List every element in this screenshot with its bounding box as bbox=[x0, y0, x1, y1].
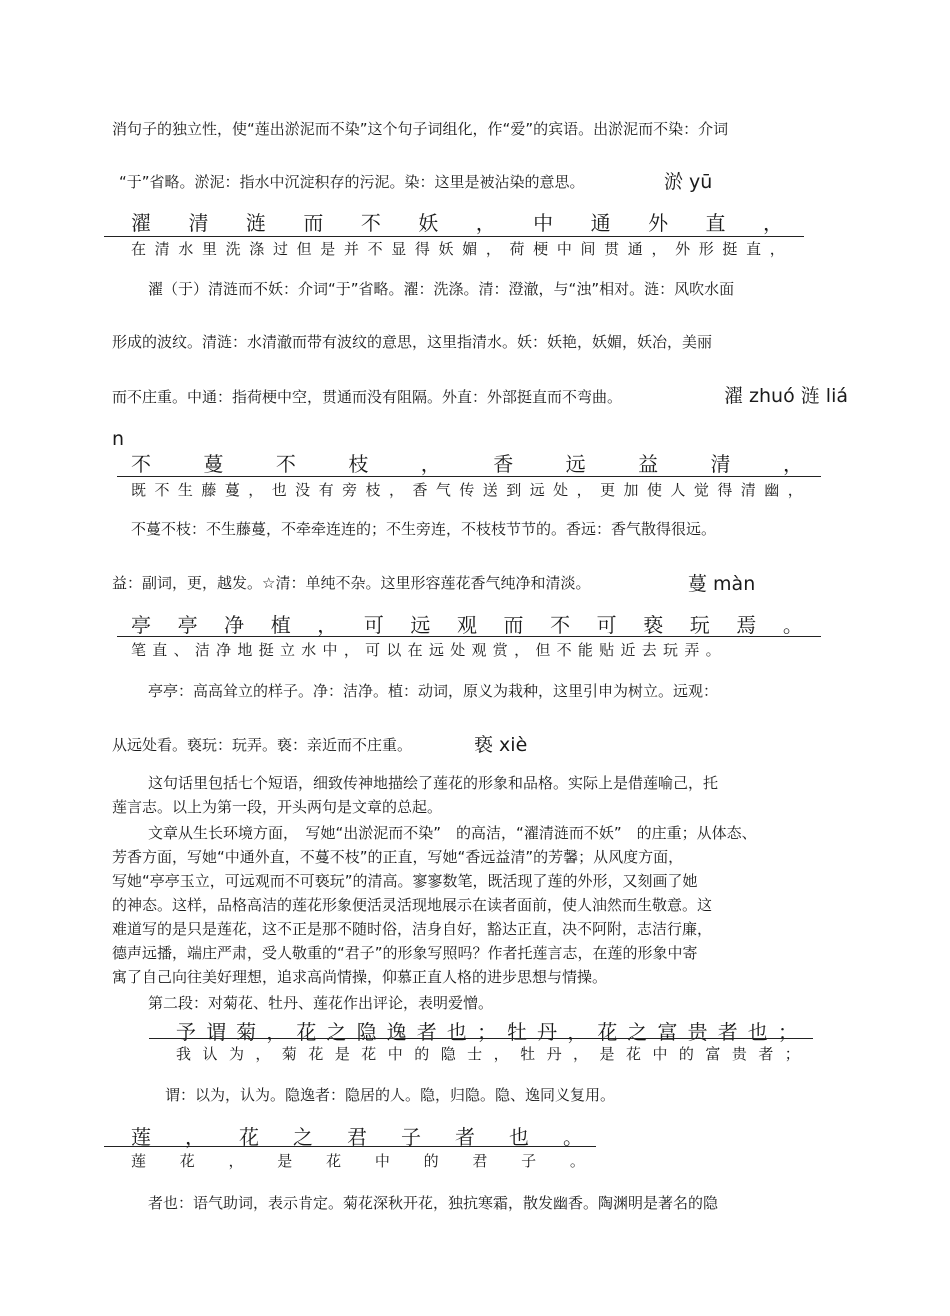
original-text-line bbox=[131, 210, 783, 236]
text-character: 去 bbox=[641, 641, 657, 659]
text-character: 花 bbox=[296, 1020, 317, 1044]
text-character: 得 bbox=[414, 240, 430, 258]
note-line: 濯（于）清涟而不妖：介词“于”省略。濯：洗涤。清：澄澈，与“浊”相对。涟：风吹水面 bbox=[148, 280, 735, 298]
text-character: 而 bbox=[303, 211, 324, 235]
text-character: ， bbox=[485, 240, 501, 258]
text-character: 幽 bbox=[764, 481, 780, 499]
text-character: 之 bbox=[326, 1020, 347, 1044]
text-character: 蔓 bbox=[224, 481, 240, 499]
text-character: 媚 bbox=[462, 240, 478, 258]
text-character: ， bbox=[343, 641, 359, 659]
text-character: 是 bbox=[320, 240, 336, 258]
text-character: 不 bbox=[367, 240, 383, 258]
text-character: 隐 bbox=[440, 1045, 456, 1063]
text-character: 枝 bbox=[365, 481, 381, 499]
text-character: 洁 bbox=[194, 641, 210, 659]
text-character: ， bbox=[266, 1020, 287, 1044]
translation-line bbox=[131, 480, 803, 500]
text-character: 直 bbox=[746, 240, 762, 258]
text-character: 有 bbox=[318, 481, 334, 499]
text-character: 通 bbox=[590, 211, 611, 235]
text-character: 加 bbox=[623, 481, 639, 499]
note-line: 从远处看。亵玩：玩弄。亵：亲近而不庄重。 bbox=[112, 736, 413, 754]
text-character: 者 bbox=[717, 1020, 738, 1044]
translation-line bbox=[131, 1151, 585, 1171]
text-character: 远 bbox=[428, 641, 444, 659]
text-character: 的 bbox=[414, 1045, 430, 1063]
text-character: 枝 bbox=[348, 452, 369, 476]
paragraph-line: 写她“亭亭玉立，可远观而不可亵玩”的清高。寥寥数笔，既活现了莲的外形，又刻画了她 bbox=[112, 872, 698, 890]
text-character: 可 bbox=[365, 641, 381, 659]
text-character: 花 bbox=[326, 1152, 342, 1170]
pinyin-annotation: 淤 yū bbox=[664, 171, 713, 193]
text-character: 贵 bbox=[687, 1020, 708, 1044]
text-character: 的 bbox=[678, 1045, 694, 1063]
text-character: 赏 bbox=[492, 641, 508, 659]
text-character: 外 bbox=[648, 211, 669, 235]
text-character: 间 bbox=[580, 240, 596, 258]
paragraph-line: 难道写的是只是莲花，这不正是那不随时俗，洁身自好，豁达正直，决不阿附，志洁行廉， bbox=[112, 920, 713, 938]
original-text-line bbox=[131, 451, 803, 477]
text-character: 得 bbox=[717, 481, 733, 499]
text-character: ， bbox=[317, 613, 338, 637]
text-character: ， bbox=[576, 481, 592, 499]
text-character: 送 bbox=[482, 481, 498, 499]
text-character: 人 bbox=[670, 481, 686, 499]
text-character: 亭 bbox=[177, 613, 198, 637]
text-character: 者 bbox=[758, 1045, 774, 1063]
text-character: 焉 bbox=[736, 613, 757, 637]
text-character: 子 bbox=[521, 1152, 537, 1170]
text-character: 可 bbox=[596, 613, 617, 637]
text-character: 之 bbox=[293, 1125, 313, 1149]
text-character: 莲 bbox=[131, 1125, 151, 1149]
text-character: 地 bbox=[237, 641, 253, 659]
text-character: 观 bbox=[456, 613, 477, 637]
paragraph-line: 芳香方面，写她“中通外直，不蔓不枝”的正直，写她“香远益清”的芳馨；从风度方面， bbox=[112, 848, 684, 866]
text-character: 弄 bbox=[684, 641, 700, 659]
text-character: 远 bbox=[529, 481, 545, 499]
text-character: 牡 bbox=[520, 1045, 536, 1063]
text-character: 挺 bbox=[722, 240, 738, 258]
pinyin-annotation: 蔓 màn bbox=[688, 573, 756, 595]
text-character: 花 bbox=[597, 1020, 618, 1044]
underline-divider bbox=[117, 476, 821, 477]
pinyin-annotation: n bbox=[112, 428, 125, 450]
text-character: 菊 bbox=[236, 1020, 257, 1044]
note-line: “于”省略。淤泥：指水中沉淀积存的污泥。染：这里是被沾染的意思。 bbox=[119, 173, 585, 191]
text-character: ， bbox=[782, 452, 803, 476]
text-character: 不 bbox=[556, 641, 572, 659]
text-character: ； bbox=[476, 1020, 497, 1044]
text-character: 逸 bbox=[386, 1020, 407, 1044]
text-character: 既 bbox=[131, 481, 147, 499]
text-character: 更 bbox=[600, 481, 616, 499]
underline-divider bbox=[149, 1038, 813, 1039]
text-character: 中 bbox=[556, 240, 572, 258]
underline-divider bbox=[104, 1146, 596, 1147]
paragraph-line: 的神态。这样，品格高洁的莲花形象便活灵活现地展示在读者面前，使人油然而生敬意。这 bbox=[112, 896, 713, 914]
note-line: 益：副词，更，越发。☆清：单纯不杂。这里形容莲花香气纯净和清淡。 bbox=[112, 574, 591, 592]
text-character: 贯 bbox=[604, 240, 620, 258]
text-character: 处 bbox=[450, 641, 466, 659]
text-character: 为 bbox=[228, 1045, 244, 1063]
text-character: 香 bbox=[412, 481, 428, 499]
text-character: 士 bbox=[467, 1045, 483, 1063]
text-character: 清 bbox=[154, 240, 170, 258]
text-character: ； bbox=[784, 1045, 800, 1063]
text-character: 者 bbox=[455, 1125, 475, 1149]
text-character: 君 bbox=[347, 1125, 367, 1149]
underline-divider bbox=[117, 636, 821, 637]
text-character: 贴 bbox=[599, 641, 615, 659]
text-character: 也 bbox=[446, 1020, 467, 1044]
text-character: 荷 bbox=[509, 240, 525, 258]
text-character: 观 bbox=[471, 641, 487, 659]
text-character: 妖 bbox=[438, 240, 454, 258]
text-character: 使 bbox=[646, 481, 662, 499]
text-character: 到 bbox=[506, 481, 522, 499]
note-line: 者也：语气助词，表示肯定。菊花深秋开花，独抗寒霜，散发幽香。陶渊明是著名的隐 bbox=[148, 1194, 719, 1212]
text-character: 中 bbox=[533, 211, 554, 235]
text-character: ， bbox=[255, 1045, 271, 1063]
paragraph-line: 德声远播，端庄严肃，受人敬重的“君子”的形象写照吗？作者托莲言志，在莲的形象中寄 bbox=[112, 944, 698, 962]
text-character: 是 bbox=[599, 1045, 615, 1063]
text-character: ， bbox=[769, 240, 785, 258]
text-character: 立 bbox=[279, 641, 295, 659]
text-character: 涤 bbox=[249, 240, 265, 258]
translation-line bbox=[176, 1044, 800, 1064]
text-character: 气 bbox=[435, 481, 451, 499]
text-character: ， bbox=[475, 211, 496, 235]
text-character: 处 bbox=[553, 481, 569, 499]
text-character: 在 bbox=[407, 641, 423, 659]
text-character: ， bbox=[493, 1045, 509, 1063]
text-character: 牡 bbox=[507, 1020, 528, 1044]
note-line: 而不庄重。中通：指荷梗中空，贯通而没有阻隔。外直：外部挺直而不弯曲。 bbox=[112, 388, 623, 406]
text-character: 者 bbox=[416, 1020, 437, 1044]
text-character: 认 bbox=[202, 1045, 218, 1063]
pinyin-annotation: 濯 zhuó 涟 liá bbox=[724, 385, 849, 407]
text-character: 。 bbox=[563, 1125, 583, 1149]
note-line: 形成的波纹。清涟：水清澈而带有波纹的意思，这里指清水。妖：妖艳，妖媚，妖冶，美丽 bbox=[112, 333, 713, 351]
note-line: 消句子的独立性，使“莲出淤泥而不染”这个句子词组化，作“爱”的宾语。出淤泥而不染：介词 bbox=[112, 120, 729, 138]
text-character: 也 bbox=[747, 1020, 768, 1044]
text-character: 菊 bbox=[281, 1045, 297, 1063]
text-character: 花 bbox=[179, 1152, 195, 1170]
paragraph-line: 莲言志。以上为第一段，开头两句是文章的总起。 bbox=[112, 798, 443, 816]
text-character: 亵 bbox=[643, 613, 664, 637]
text-character: ， bbox=[420, 452, 441, 476]
text-character: ， bbox=[573, 1045, 589, 1063]
text-character: ， bbox=[567, 1020, 588, 1044]
text-character: 梗 bbox=[533, 240, 549, 258]
section-heading: 第二段：对菊花、牡丹、莲花作出评论，表明爱憎。 bbox=[148, 994, 494, 1012]
text-character: 中 bbox=[374, 1152, 390, 1170]
text-character: 能 bbox=[577, 641, 593, 659]
text-character: 富 bbox=[657, 1020, 678, 1044]
text-character: ， bbox=[185, 1125, 205, 1149]
text-character: 中 bbox=[322, 641, 338, 659]
text-character: 远 bbox=[565, 452, 586, 476]
text-character: 近 bbox=[620, 641, 636, 659]
text-character: 妖 bbox=[418, 211, 439, 235]
pinyin-annotation: 亵 xiè bbox=[474, 734, 528, 756]
text-character: 我 bbox=[176, 1045, 192, 1063]
text-character: 不 bbox=[550, 613, 571, 637]
text-character: 直 bbox=[152, 641, 168, 659]
text-character: 净 bbox=[216, 641, 232, 659]
text-character: 过 bbox=[272, 240, 288, 258]
text-character: 清 bbox=[188, 211, 209, 235]
text-character: 洗 bbox=[225, 240, 241, 258]
text-character: 清 bbox=[710, 452, 731, 476]
text-character: ； bbox=[777, 1020, 798, 1044]
text-character: 而 bbox=[503, 613, 524, 637]
note-line: 谓：以为，认为。隐逸者：隐居的人。隐，归隐。隐、逸同义复用。 bbox=[165, 1086, 616, 1104]
text-character: 富 bbox=[705, 1045, 721, 1063]
text-character: 远 bbox=[410, 613, 431, 637]
text-character: 不 bbox=[275, 452, 296, 476]
text-character: 清 bbox=[740, 481, 756, 499]
text-character: 花 bbox=[239, 1125, 259, 1149]
text-character: 觉 bbox=[693, 481, 709, 499]
text-character: ， bbox=[248, 481, 264, 499]
paragraph-line: 文章从生长环境方面， 写她“出淤泥而不染” 的高洁，“濯清涟而不妖” 的庄重；从体态、 bbox=[148, 824, 757, 842]
text-character: 丹 bbox=[537, 1020, 558, 1044]
text-character: 没 bbox=[295, 481, 311, 499]
text-character: ， bbox=[388, 481, 404, 499]
text-character: 净 bbox=[224, 613, 245, 637]
text-character: 。 bbox=[782, 613, 803, 637]
text-character: 中 bbox=[387, 1045, 403, 1063]
text-character: 中 bbox=[652, 1045, 668, 1063]
text-character: 君 bbox=[472, 1152, 488, 1170]
text-character: 藤 bbox=[201, 481, 217, 499]
paragraph-line: 寓了自己向往美好理想，追求高尚情操，仰慕正直人格的进步思想与情操。 bbox=[112, 968, 608, 986]
text-character: 子 bbox=[401, 1125, 421, 1149]
text-character: 生 bbox=[177, 481, 193, 499]
text-character: 形 bbox=[698, 240, 714, 258]
text-character: 传 bbox=[459, 481, 475, 499]
underline-divider bbox=[104, 236, 804, 237]
text-character: 植 bbox=[270, 613, 291, 637]
text-character: 香 bbox=[493, 452, 514, 476]
text-character: 莲 bbox=[131, 1152, 147, 1170]
paragraph-line: 这句话里包括七个短语，细致传神地描绘了莲花的形象和品格。实际上是借莲喻己，托 bbox=[148, 774, 719, 792]
text-character: 濯 bbox=[131, 211, 151, 235]
text-character: ， bbox=[762, 211, 783, 235]
text-character: 也 bbox=[271, 481, 287, 499]
text-character: 通 bbox=[627, 240, 643, 258]
text-character: 但 bbox=[535, 641, 551, 659]
text-character: ， bbox=[228, 1152, 244, 1170]
text-character: 水 bbox=[301, 641, 317, 659]
text-character: 蔓 bbox=[203, 452, 224, 476]
text-character: 、 bbox=[173, 641, 189, 659]
text-character: 涟 bbox=[245, 211, 266, 235]
note-line: 亭亭：高高耸立的样子。净：洁净。植：动词，原义为栽种，这里引申为树立。远观： bbox=[148, 682, 719, 700]
note-line: 不蔓不枝：不生藤蔓，不牵牵连连的；不生旁连，不枝枝节节的。香远：香气散得很远。 bbox=[131, 520, 717, 538]
text-character: 贵 bbox=[731, 1045, 747, 1063]
text-character: 并 bbox=[343, 240, 359, 258]
text-character: 是 bbox=[334, 1045, 350, 1063]
text-character: 玩 bbox=[689, 613, 710, 637]
text-character: 旁 bbox=[342, 481, 358, 499]
text-character: 谓 bbox=[206, 1020, 227, 1044]
text-character: 挺 bbox=[258, 641, 274, 659]
text-character: 予 bbox=[176, 1020, 196, 1044]
text-character: 花 bbox=[625, 1045, 641, 1063]
text-character: ， bbox=[514, 641, 530, 659]
original-text-line bbox=[176, 1019, 798, 1045]
text-character: 。 bbox=[705, 641, 721, 659]
text-character: 不 bbox=[154, 481, 170, 499]
text-character: 显 bbox=[391, 240, 407, 258]
text-character: 亭 bbox=[131, 613, 151, 637]
text-character: 玩 bbox=[663, 641, 679, 659]
text-character: 外 bbox=[675, 240, 691, 258]
text-character: 的 bbox=[423, 1152, 439, 1170]
text-character: 是 bbox=[277, 1152, 293, 1170]
text-character: 以 bbox=[386, 641, 402, 659]
text-character: 丹 bbox=[546, 1045, 562, 1063]
text-character: 水 bbox=[178, 240, 194, 258]
text-character: 直 bbox=[705, 211, 726, 235]
text-character: ， bbox=[651, 240, 667, 258]
text-character: 。 bbox=[569, 1152, 585, 1170]
text-character: ， bbox=[787, 481, 803, 499]
text-character: 花 bbox=[308, 1045, 324, 1063]
text-character: 之 bbox=[627, 1020, 648, 1044]
text-character: 隐 bbox=[356, 1020, 377, 1044]
text-character: 益 bbox=[638, 452, 659, 476]
text-character: 可 bbox=[363, 613, 384, 637]
text-character: 不 bbox=[360, 211, 381, 235]
text-character: 里 bbox=[201, 240, 217, 258]
translation-line bbox=[131, 239, 785, 259]
text-character: 但 bbox=[296, 240, 312, 258]
text-character: 花 bbox=[361, 1045, 377, 1063]
original-text-line bbox=[131, 612, 803, 638]
text-character: 笔 bbox=[131, 641, 147, 659]
translation-line bbox=[131, 640, 721, 660]
text-character: 也 bbox=[509, 1125, 529, 1149]
text-character: 不 bbox=[131, 452, 151, 476]
text-character: 在 bbox=[131, 240, 147, 258]
